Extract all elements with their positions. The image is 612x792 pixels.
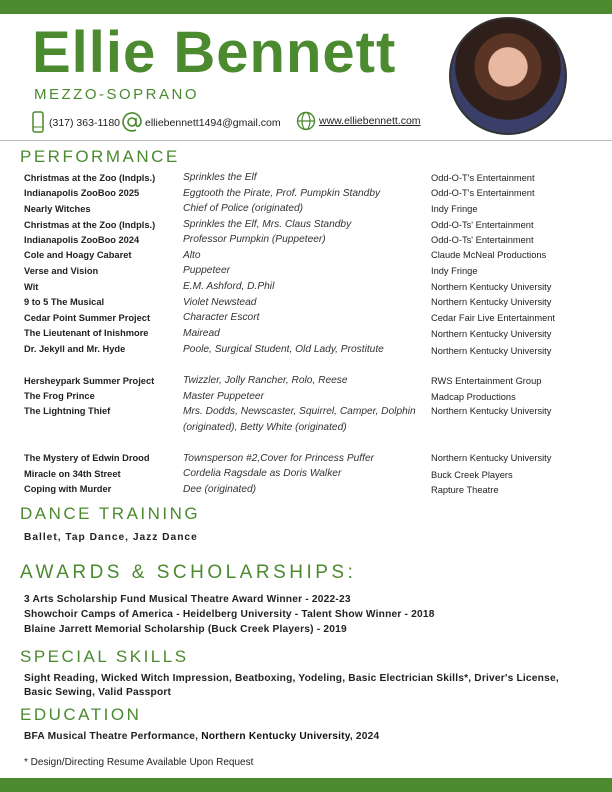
applicant-name: Ellie Bennett [32,20,397,85]
role: E.M. Ashford, D.Phil [183,281,275,292]
skills-heading: SPECIAL SKILLS [20,647,189,666]
role: Violet Newstead [183,297,257,308]
degree: BFA Musical Theatre Performance, [24,731,199,742]
headshot-photo [449,17,567,135]
show-title: The Lightning Thief [24,406,111,416]
role: Character Escort [183,312,260,323]
education-entry [24,730,594,744]
company: RWS Entertainment Group [431,376,542,386]
role: Master Puppeteer [183,391,264,402]
award-item: Showchoir Camps of America - Heidelberg University - Talent Show Winner - 2018 [24,609,435,620]
role: Professor Pumpkin (Puppeteer) [183,234,326,245]
dance-list: Ballet, Tap Dance, Jazz Dance [24,532,198,543]
grad-year: , 2024 [349,731,380,742]
company: Cedar Fair Live Entertainment [431,313,556,323]
phone-icon [32,111,44,133]
show-title: Cole and Hoagy Cabaret [24,250,132,260]
header-divider [0,140,612,141]
show-title: Hersheypark Summer Project [24,376,155,386]
bottom-accent-bar [0,778,612,792]
role: Puppeteer [183,265,231,276]
role: Poole, Surgical Student, Old Lady, Prostitute [183,344,384,355]
company: Claude McNeal Productions [431,250,547,260]
company: Odd-O-Ts' Entertainment [431,220,534,230]
company: Indy Fringe [431,266,478,276]
role: Mairead [183,328,220,339]
show-title: The Frog Prince [24,391,95,401]
website-link[interactable]: www.elliebennett.com [319,115,421,127]
globe-icon [296,111,316,131]
company: Madcap Productions [431,392,516,402]
show-title: Christmas at the Zoo (Indpls.) [24,173,156,183]
company: Northern Kentucky University [431,453,552,463]
role: Cordelia Ragsdale as Doris Walker [183,468,342,479]
company: Odd-O-T's Entertainment [431,173,535,183]
award-item: Blaine Jarrett Memorial Scholarship (Buck Creek Players) - 2019 [24,624,347,635]
show-title: The Mystery of Edwin Drood [24,453,150,463]
role: Twizzler, Jolly Rancher, Rolo, Reese [183,375,348,386]
footnote: * Design/Directing Resume Available Upon Request [24,757,254,768]
role: Townsperson #2,Cover for Princess Puffer [183,453,375,464]
company: Buck Creek Players [431,470,513,480]
show-title: Verse and Vision [24,266,99,276]
company: Northern Kentucky University [431,282,552,292]
company: Northern Kentucky University [431,346,552,356]
at-icon [122,112,142,132]
education-heading: EDUCATION [20,705,142,724]
company: Rapture Theatre [431,485,499,495]
school: Northern Kentucky University [201,731,350,742]
role: Alto [183,250,201,261]
show-title: Indianapolis ZooBoo 2024 [24,235,140,245]
role: Sprinkles the Elf, Mrs. Claus Standby [183,219,352,230]
show-title: Cedar Point Summer Project [24,313,151,323]
top-accent-bar [0,0,612,14]
company: Northern Kentucky University [431,406,552,416]
dance-heading: DANCE TRAINING [20,504,201,523]
show-title: Coping with Murder [24,484,112,494]
skills-list: Sight Reading, Wicked Witch Impression, Beatboxing, Yodeling, Basic Electrician Skills*, Driver's License, Basic Sewing, Valid Passport [24,673,559,698]
role: Dee (originated) [183,484,257,495]
show-title: The Lieutenant of Inishmore [24,328,149,338]
show-title: Indianapolis ZooBoo 2025 [24,188,140,198]
award-item: 3 Arts Scholarship Fund Musical Theatre Award Winner - 2022-23 [24,594,351,605]
show-title: Christmas at the Zoo (Indpls.) [24,220,156,230]
company: Indy Fringe [431,204,478,214]
company: Odd-O-Ts' Entertainment [431,235,534,245]
awards-heading: AWARDS & SCHOLARSHIPS: [20,562,357,583]
company: Odd-O-T's Entertainment [431,188,535,198]
performance-heading: PERFORMANCE [20,147,180,166]
role: Sprinkles the Elf [183,172,257,183]
voice-type: MEZZO-SOPRANO [34,86,200,103]
contact-line [32,110,452,134]
role: Chief of Police (originated) [183,203,304,214]
show-title: Dr. Jekyll and Mr. Hyde [24,344,126,354]
role: Eggtooth the Pirate, Prof. Pumpkin Standby [183,188,381,199]
role: Mrs. Dodds, Newscaster, Squirrel, Camper, Dolphin (originated), Betty White (originated) [183,406,416,433]
show-title: Wit [24,282,39,292]
show-title: Miracle on 34th Street [24,469,121,479]
company: Northern Kentucky University [431,329,552,339]
email-link[interactable]: elliebennett1494@gmail.com [145,117,281,129]
show-title: 9 to 5 The Musical [24,297,105,307]
company: Northern Kentucky University [431,297,552,307]
show-title: Nearly Witches [24,204,91,214]
phone-number: (317) 363-1180 [49,117,121,129]
